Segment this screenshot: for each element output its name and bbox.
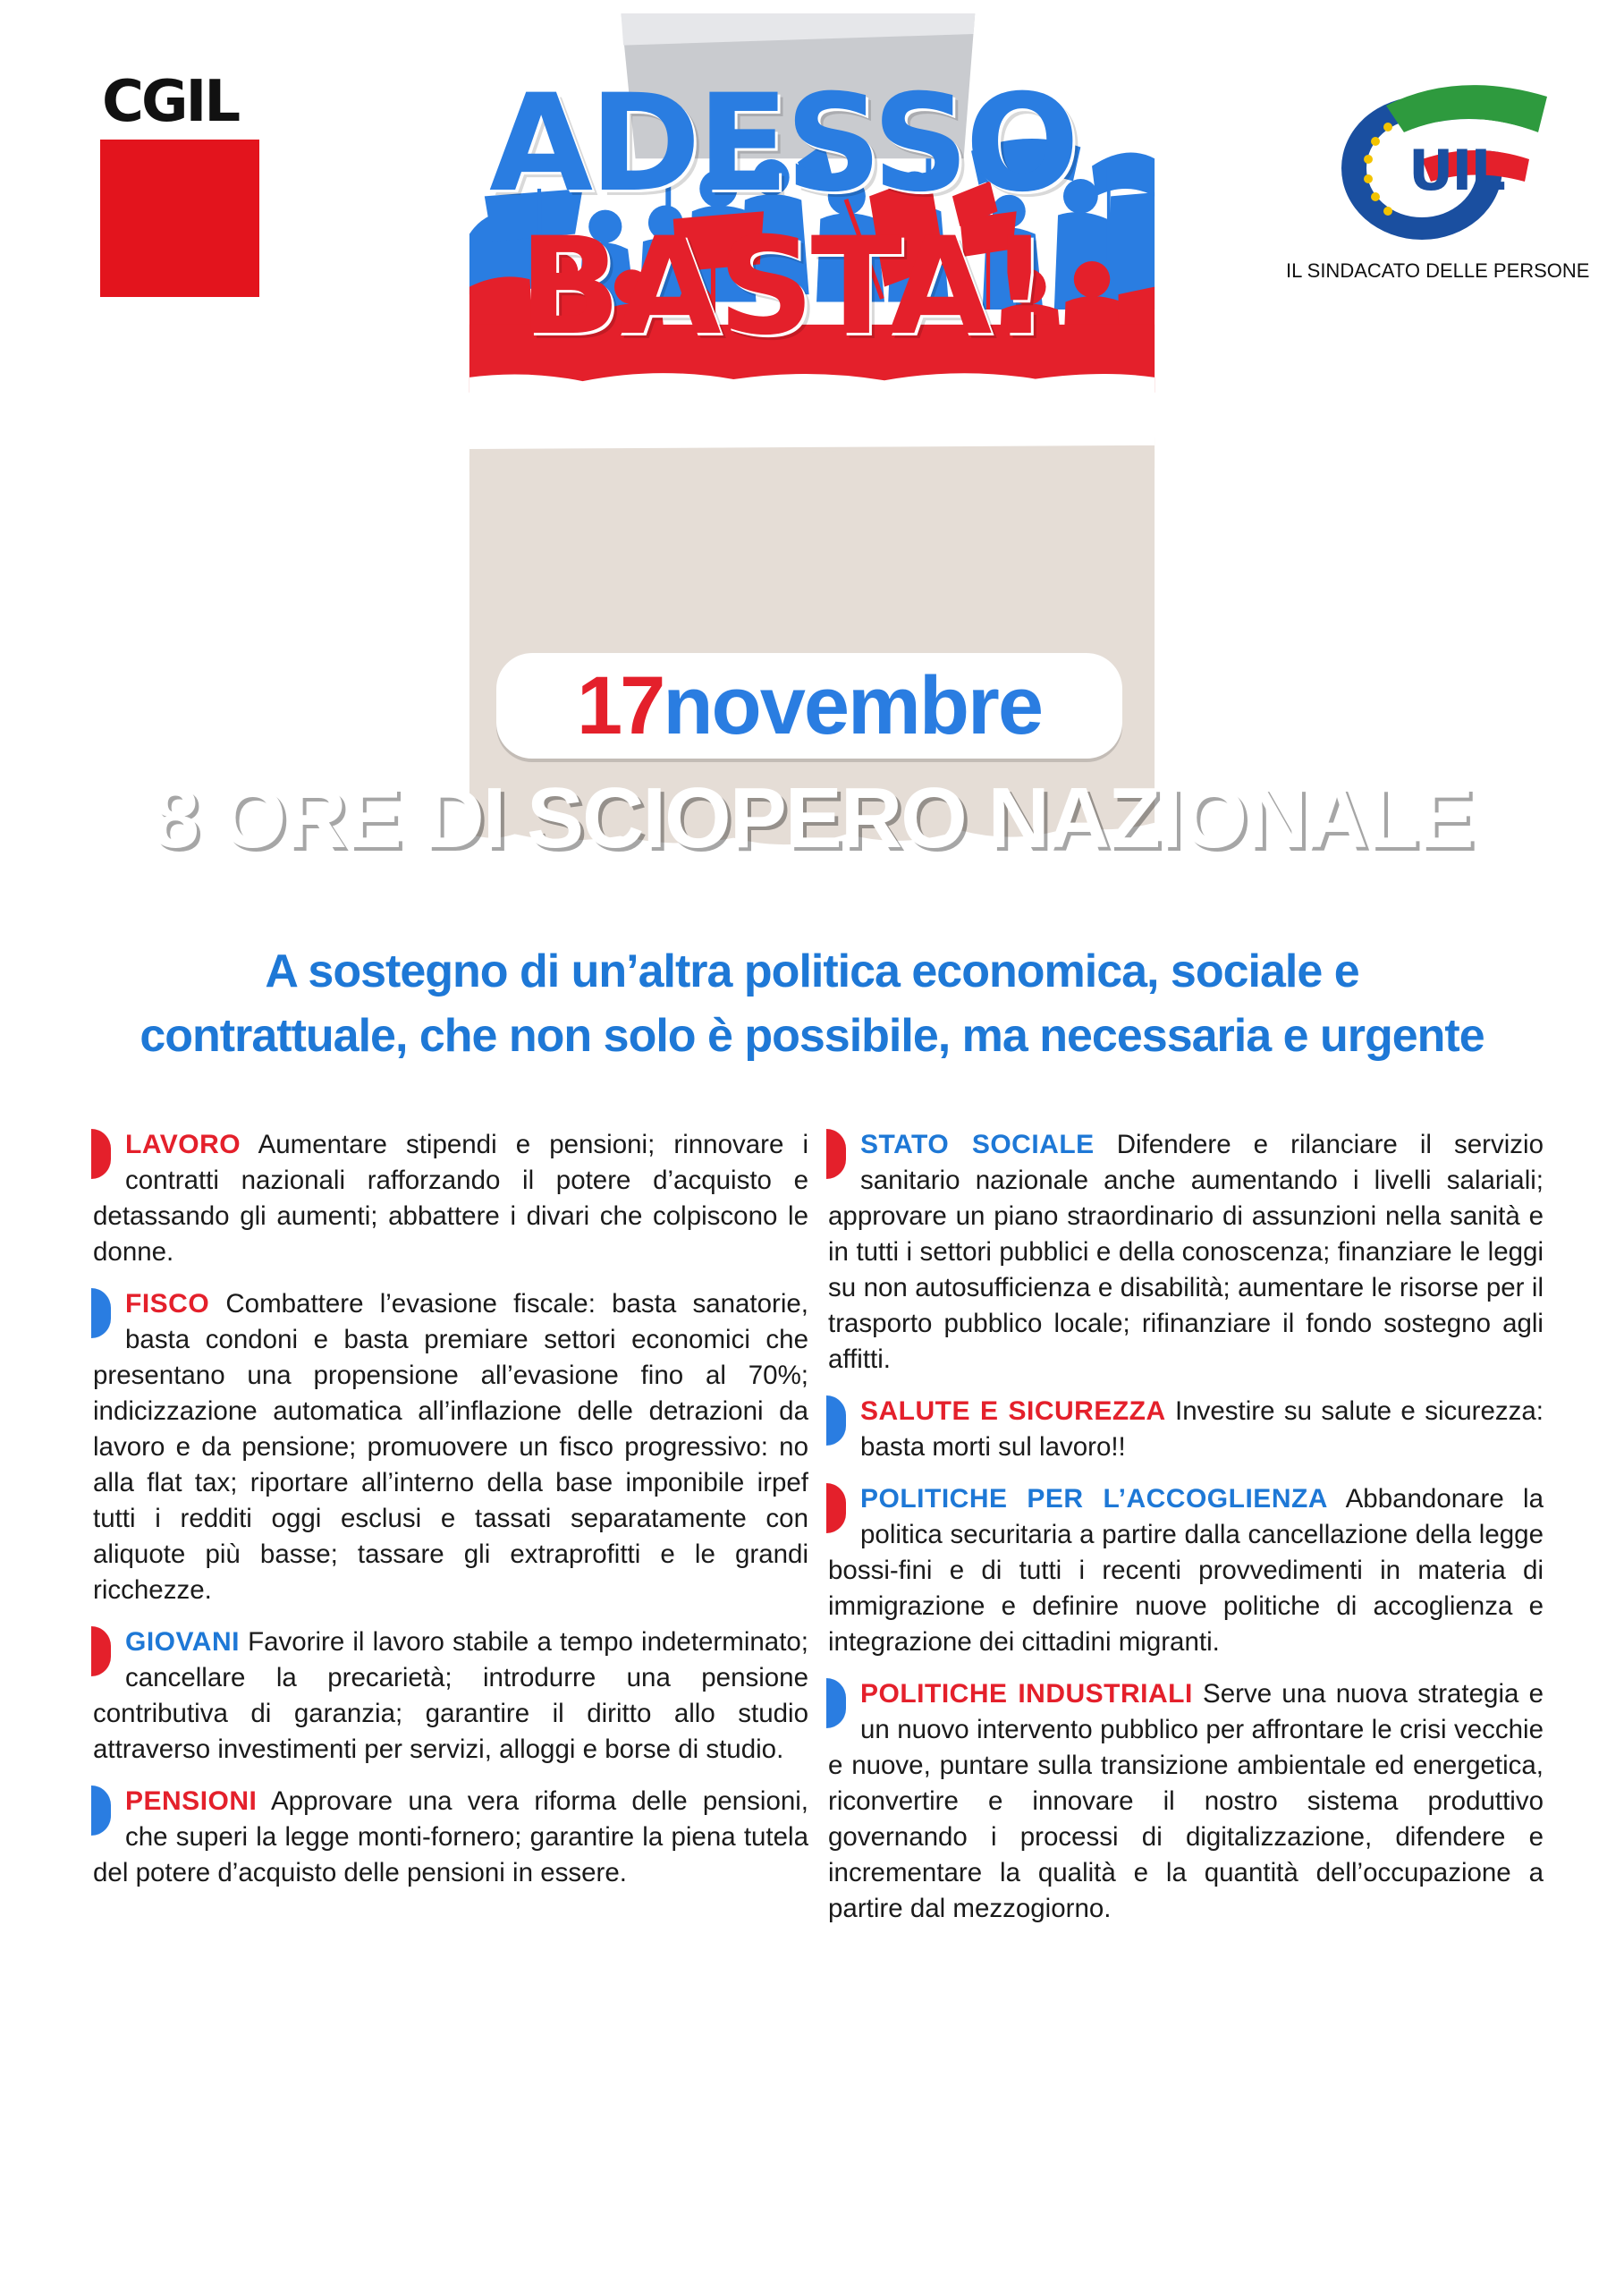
- cgil-logo-square: [100, 140, 259, 297]
- item-text: Difendere e rilanciare il servizio sanitario nazionale anche aumentando i livelli salariali; approvare un piano straordinario di assunzioni nella sanità e in tutti i settori pubblici e della conoscenza; finanziare le leggi su non autosufficienza e disabilità; aumentare le risorse per il trasporto pubblico locale; rifinanziare il fondo sostegno agli affitti.: [828, 1130, 1544, 1374]
- left-column: [93, 1127, 808, 1907]
- item-title: PENSIONI: [125, 1786, 258, 1816]
- bullet-marker: [826, 1678, 846, 1728]
- item-text: Serve una nuova strategia e un nuovo intervento pubblico per affrontare le crisi vecchie e nuove, puntare sulla transizione ambientale ed energetica, riconvertire e innovare il nostro sistema produttivo governando i processi di digitalizzazione, difendere e incrementare la qualità e la quantità dell’occupazione a partire dal mezzogiorno.: [828, 1679, 1544, 1923]
- bullet-marker: [91, 1785, 111, 1836]
- bullet-marker: [826, 1395, 846, 1446]
- item-giovani: [93, 1624, 808, 1768]
- item-text: Aumentare stipendi e pensioni; rinnovare i contratti nazionali rafforzando il potere d’acquisto e detassando gli aumenti; abbattere i divari che colpiscono le donne.: [93, 1130, 808, 1267]
- item-lavoro: [93, 1127, 808, 1270]
- item-text: Investire su salute e sicurezza: basta morti sul lavoro!!: [860, 1396, 1544, 1462]
- subtitle-line1: A sostegno di un’altra politica economica, sociale e: [265, 946, 1359, 997]
- uil-logo-text: UIL: [1408, 138, 1504, 203]
- item-title: STATO SOCIALE: [860, 1130, 1095, 1159]
- item-title: LAVORO: [125, 1130, 241, 1159]
- item-stato-sociale: [828, 1127, 1544, 1378]
- item-title: GIOVANI: [125, 1627, 240, 1657]
- headline: [376, 32, 1189, 372]
- headline-line1: ADESSO: [489, 66, 1076, 222]
- right-column: [828, 1127, 1544, 1943]
- date-day: 17: [576, 660, 664, 751]
- item-title: POLITICHE INDUSTRIALI: [860, 1679, 1193, 1709]
- uil-tagline: IL SINDACATO DELLE PERSONE: [1286, 259, 1590, 282]
- item-fisco: [93, 1286, 808, 1608]
- bullet-marker: [91, 1129, 111, 1179]
- date-month: novembre: [663, 660, 1043, 751]
- uil-logo: [1270, 70, 1590, 302]
- item-politiche-industriali: [828, 1676, 1544, 1927]
- bullet-marker: [826, 1483, 846, 1533]
- cgil-logo-text: CGIL: [102, 69, 239, 135]
- item-title: POLITICHE PER L’ACCOGLIENZA: [860, 1484, 1328, 1514]
- item-accoglienza: [828, 1481, 1544, 1660]
- bullet-marker: [91, 1626, 111, 1676]
- item-text: Approvare una vera riforma delle pensioni, che superi la legge monti-fornero; garantire la piena tutela del potere d’acquisto delle pensioni in essere.: [93, 1786, 809, 1887]
- item-title: SALUTE E SICUREZZA: [860, 1396, 1166, 1426]
- headline-line2: BASTA!: [519, 209, 1046, 365]
- strike-title: 8 ORE DI SCIOPERO NAZIONALE: [151, 770, 1473, 866]
- item-text: Combattere l’evasione fiscale: basta sanatorie, basta condoni e basta premiare settori economici che presentano una propensione all’evasione fino al 70%; indicizzazione automatica all’inflazione delle detrazioni da lavoro e da pensione; promuovere un fisco progressivo: no alla flat tax; riportare all’interno della base imponibile irpef tutti i redditi oggi esclusi e tassati separatamente con aliquote più basse; tassare gli extraprofitti e le grandi ricchezze.: [93, 1289, 808, 1605]
- date-badge: [496, 653, 1122, 759]
- item-salute-sicurezza: [828, 1394, 1544, 1465]
- cgil-logo: [100, 69, 261, 297]
- item-title: FISCO: [125, 1289, 210, 1319]
- item-text: Favorire il lavoro stabile a tempo indeterminato; cancellare la precarietà; introdurre una pensione contributiva di garanzia; garantire il diritto allo studio attraverso investimenti per servizi, alloggi e borse di studio.: [93, 1627, 808, 1764]
- subtitle-line2: contrattuale, che non solo è possibile, ma necessaria e urgente: [140, 1010, 1484, 1062]
- item-pensioni: [93, 1784, 808, 1891]
- white-brush: [469, 373, 1155, 449]
- bullet-marker: [826, 1129, 846, 1179]
- subtitle: [36, 939, 1588, 1068]
- item-text: Abbandonare la politica securitaria a partire dalla cancellazione della legge bossi-fini e di tutti i recenti provvedimenti in materia di immigrazione e definire nuove politiche di accoglienza e integrazione dei cittadini migranti.: [828, 1484, 1544, 1657]
- bullet-marker: [91, 1288, 111, 1338]
